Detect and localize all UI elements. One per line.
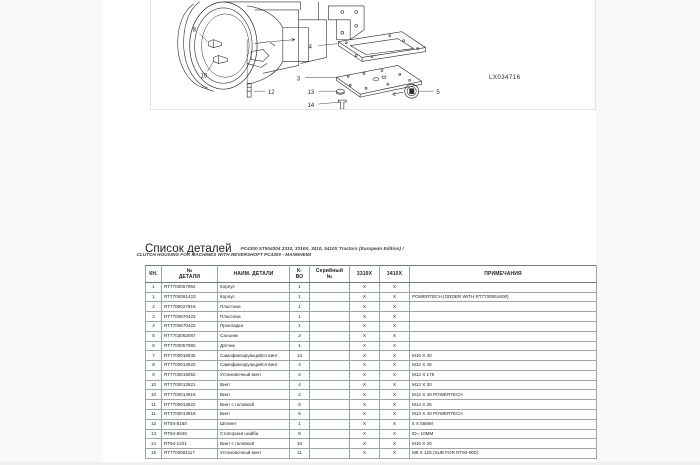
cell-model-3310x: X xyxy=(350,409,380,419)
cell-serial-no xyxy=(310,321,350,331)
cell-part-name: Корпус xyxy=(218,282,290,292)
cell-part-no: RT7700061423 xyxy=(162,292,218,302)
parts-table-header-row xyxy=(146,265,597,282)
cell-part-no: RT7700670422 xyxy=(162,321,218,331)
cell-quantity: 10 xyxy=(290,439,310,449)
cell-item-no: 8 xyxy=(146,361,162,371)
cell-serial-no xyxy=(310,419,350,429)
cell-notes xyxy=(410,321,597,331)
column-header-model-3310x: 3310X xyxy=(350,265,380,282)
cell-notes: M12 X 40 POWERTECH xyxy=(410,390,597,400)
cell-part-name: Корпус xyxy=(218,292,290,302)
cell-notes xyxy=(410,312,597,322)
cell-serial-no xyxy=(310,282,350,292)
cell-model-3410x: X xyxy=(380,429,410,439)
cell-item-no: 12 xyxy=(146,419,162,429)
cell-part-name: Винт с головкой xyxy=(218,439,290,449)
column-header-part-no-line2: ДЕТАЛИ xyxy=(178,273,201,280)
cell-notes: M10 X 20 xyxy=(410,439,597,449)
cell-quantity: 4 xyxy=(290,380,310,390)
cell-item-no: 7 xyxy=(146,351,162,361)
cell-serial-no xyxy=(310,292,350,302)
cell-model-3410x: X xyxy=(380,409,410,419)
cell-serial-no xyxy=(310,331,350,341)
cell-serial-no xyxy=(310,409,350,419)
cell-notes: ID= 10MM xyxy=(410,429,597,439)
cell-part-name: Пластина xyxy=(218,312,290,322)
cell-model-3310x: X xyxy=(350,292,380,302)
cell-part-no: RT7700081117 xyxy=(162,449,218,459)
parts-table xyxy=(145,265,597,459)
cell-part-name: Прокладка xyxy=(218,321,290,331)
table-row[interactable] xyxy=(146,292,597,302)
cell-item-no: 11 xyxy=(146,409,162,419)
cell-model-3310x: X xyxy=(350,419,380,429)
cell-notes: M14 X 40 POWERTECH xyxy=(410,409,597,419)
cell-model-3410x: X xyxy=(380,449,410,459)
cell-part-name: Сальник xyxy=(218,331,290,341)
cell-quantity: 2 xyxy=(290,331,310,341)
cell-serial-no xyxy=(310,361,350,371)
cell-part-name: Винт xyxy=(218,380,290,390)
cell-notes: M12 X 175 xyxy=(410,370,597,380)
cell-model-3410x: X xyxy=(380,321,410,331)
column-header-quantity-line1: К- xyxy=(296,267,303,274)
table-row[interactable] xyxy=(146,400,597,410)
cell-part-no: RT94-8160 xyxy=(162,419,218,429)
cell-notes: M14 X 35 xyxy=(410,400,597,410)
table-row[interactable] xyxy=(146,312,597,322)
column-header-serial-line1: Серийный xyxy=(315,267,344,274)
cell-quantity: 1 xyxy=(290,292,310,302)
cell-model-3310x: X xyxy=(350,449,380,459)
cell-quantity: 8 xyxy=(290,429,310,439)
column-header-item-no: КН. xyxy=(146,265,162,282)
cell-serial-no xyxy=(310,312,350,322)
cell-model-3310x: X xyxy=(350,439,380,449)
cell-notes: POWERTECH (ORDER WITH RT7700061600) xyxy=(410,292,597,302)
cell-part-name: Пластина xyxy=(218,302,290,312)
cell-serial-no xyxy=(310,351,350,361)
cell-model-3410x: X xyxy=(380,341,410,351)
cell-model-3410x: X xyxy=(380,331,410,341)
diagram-callout-13: 13 xyxy=(307,90,315,97)
cell-model-3410x: X xyxy=(380,312,410,322)
diagram-callout-10: 10 xyxy=(200,73,208,80)
cell-serial-no xyxy=(310,439,350,449)
cell-item-no: 3 xyxy=(146,312,162,322)
cell-quantity: 4 xyxy=(290,361,310,371)
parts-diagram-panel xyxy=(150,0,596,110)
page-title: Список деталей xyxy=(145,243,232,255)
parts-table-body xyxy=(146,282,597,458)
parts-list-section xyxy=(136,243,597,459)
cell-quantity: 11 xyxy=(290,449,310,459)
cell-serial-no xyxy=(310,302,350,312)
cell-part-name: Датчик xyxy=(218,341,290,351)
cell-quantity: 1 xyxy=(290,302,310,312)
cell-model-3310x: X xyxy=(350,429,380,439)
table-row[interactable] xyxy=(146,351,597,361)
cell-part-no: RT7700013916 xyxy=(162,390,218,400)
table-row[interactable] xyxy=(146,302,597,312)
cell-model-3310x: X xyxy=(350,312,380,322)
cell-notes xyxy=(410,331,597,341)
cell-serial-no xyxy=(310,370,350,380)
column-header-notes: ПРИМЕЧАНИЯ xyxy=(410,265,597,282)
subtitle-line-1: PC4300 ST504304 2310, 3310X, 3410, 3410X Tractors (European Edition) / xyxy=(240,246,404,251)
cell-model-3310x: X xyxy=(350,400,380,410)
column-header-model-3410x: 3410X xyxy=(380,265,410,282)
cell-model-3410x: X xyxy=(380,302,410,312)
cell-part-name: Установочный винт xyxy=(218,449,290,459)
column-header-part-no xyxy=(162,265,218,282)
cell-part-name: Самофиксирующийся винт xyxy=(218,361,290,371)
drawing-code: LX034716 xyxy=(489,74,521,81)
cell-model-3410x: X xyxy=(380,380,410,390)
cell-notes: M8 X 125 (SUB FOR RT94-900) xyxy=(410,449,597,459)
diagram-callout-5: 5 xyxy=(436,90,440,97)
cell-part-name: Винт xyxy=(218,409,290,419)
cell-notes xyxy=(410,302,597,312)
table-row[interactable] xyxy=(146,282,597,292)
cell-serial-no xyxy=(310,429,350,439)
cell-item-no: 2 xyxy=(146,302,162,312)
table-row[interactable] xyxy=(146,380,597,390)
cell-quantity: 6 xyxy=(290,409,310,419)
cell-quantity: 1 xyxy=(290,419,310,429)
cell-part-no: RT7700013922 xyxy=(162,400,218,410)
cell-part-no: RT7700027918 xyxy=(162,302,218,312)
parts-table-header xyxy=(146,265,597,282)
cell-item-no: 6 xyxy=(146,341,162,351)
cell-part-name: Винт с головкой xyxy=(218,400,290,410)
clutch-housing-exploded-view-icon xyxy=(151,0,595,109)
cell-serial-no xyxy=(310,449,350,459)
cell-notes: M12 X 45 xyxy=(410,361,597,371)
cell-quantity: 2 xyxy=(290,370,310,380)
cell-quantity: 14 xyxy=(290,351,310,361)
cell-part-no: RT7700013920 xyxy=(162,361,218,371)
cell-notes xyxy=(410,282,597,292)
cell-serial-no xyxy=(310,341,350,351)
table-row[interactable] xyxy=(146,449,597,459)
cell-quantity: 1 xyxy=(290,312,310,322)
cell-item-no: 9 xyxy=(146,370,162,380)
cell-serial-no xyxy=(310,400,350,410)
cell-model-3410x: X xyxy=(380,351,410,361)
cell-part-no: RT7700057962 xyxy=(162,282,218,292)
cell-notes: M12 X 30 xyxy=(410,380,597,390)
table-row[interactable] xyxy=(146,370,597,380)
cell-item-no: 1 xyxy=(146,282,162,292)
cell-item-no: 10 xyxy=(146,380,162,390)
cell-part-no: RT7700013918 xyxy=(162,409,218,419)
cell-notes: 5 X 55MM xyxy=(410,419,597,429)
cell-part-no: RT94-6040 xyxy=(162,429,218,439)
cell-model-3310x: X xyxy=(350,331,380,341)
table-row[interactable] xyxy=(146,439,597,449)
cell-part-no: RT94-1221 xyxy=(162,439,218,449)
cell-model-3410x: X xyxy=(380,282,410,292)
table-row[interactable] xyxy=(146,361,597,371)
cell-model-3310x: X xyxy=(350,321,380,331)
column-header-quantity-line2: ВО xyxy=(295,273,304,280)
cell-item-no: 13 xyxy=(146,429,162,439)
column-header-quantity xyxy=(290,265,310,282)
cell-quantity: 4 xyxy=(290,390,310,400)
column-header-part-name: НАИМ. ДЕТАЛИ xyxy=(218,265,290,282)
cell-part-no: RT7700057960 xyxy=(162,341,218,351)
cell-part-no: RT7700670423 xyxy=(162,312,218,322)
cell-quantity: 1 xyxy=(290,341,310,351)
column-header-serial-no xyxy=(310,265,350,282)
cell-model-3310x: X xyxy=(350,351,380,361)
cell-quantity: 1 xyxy=(290,321,310,331)
cell-part-name: Шплинт xyxy=(218,419,290,429)
cell-part-name: Самофиксирующийся винт xyxy=(218,351,290,361)
cell-item-no: 5 xyxy=(146,331,162,341)
cell-model-3310x: X xyxy=(350,380,380,390)
cell-item-no: 1 xyxy=(146,292,162,302)
cell-model-3410x: X xyxy=(380,361,410,371)
cell-item-no: 10 xyxy=(146,390,162,400)
column-header-serial-line2: № xyxy=(326,273,333,280)
cell-item-no: 15 xyxy=(146,449,162,459)
cell-model-3310x: X xyxy=(350,302,380,312)
diagram-callout-3: 3 xyxy=(296,76,301,83)
table-row[interactable] xyxy=(146,409,597,419)
cell-quantity: 1 xyxy=(290,282,310,292)
table-row[interactable] xyxy=(146,419,597,429)
cell-part-no: RT7700016935 xyxy=(162,351,218,361)
cell-part-name: Винт xyxy=(218,390,290,400)
column-header-part-no-line1: № xyxy=(186,267,193,274)
cell-notes xyxy=(410,341,597,351)
cell-model-3310x: X xyxy=(350,341,380,351)
subtitle-line-2: CLUTCH HOUSING FOR MACHINES WITH REVERSHOFT PC4300 - MANNHEIM xyxy=(136,252,311,258)
diagram-callout-8: 8 xyxy=(192,27,196,34)
cell-model-3410x: X xyxy=(380,400,410,410)
table-row[interactable] xyxy=(146,429,597,439)
cell-model-3410x: X xyxy=(380,370,410,380)
parts-list-heading xyxy=(136,243,597,259)
diagram-callout-14: 14 xyxy=(307,103,315,109)
table-row[interactable] xyxy=(146,390,597,400)
cell-model-3410x: X xyxy=(380,292,410,302)
cell-item-no: 11 xyxy=(146,400,162,410)
cell-part-name: Установочный винт xyxy=(218,370,290,380)
cell-model-3310x: X xyxy=(350,361,380,371)
diagram-callout-12: 12 xyxy=(267,90,275,97)
cell-model-3410x: X xyxy=(380,439,410,449)
cell-quantity: 6 xyxy=(290,400,310,410)
cell-model-3310x: X xyxy=(350,390,380,400)
cell-serial-no xyxy=(310,390,350,400)
table-row[interactable] xyxy=(146,331,597,341)
cell-part-name: Стопорная шайба xyxy=(218,429,290,439)
cell-part-no: RT7703062067 xyxy=(162,331,218,341)
cell-model-3410x: X xyxy=(380,390,410,400)
cell-part-no: RT7700019052 xyxy=(162,370,218,380)
cell-model-3310x: X xyxy=(350,370,380,380)
cell-serial-no xyxy=(310,380,350,390)
cell-item-no: 14 xyxy=(146,439,162,449)
diagram-callout-4: 4 xyxy=(308,44,312,51)
cell-part-no: RT7700013921 xyxy=(162,380,218,390)
scanned-page-sheet xyxy=(102,0,596,465)
cell-model-3410x: X xyxy=(380,419,410,429)
table-row[interactable] xyxy=(146,341,597,351)
cell-item-no: 4 xyxy=(146,321,162,331)
cell-notes: M10 X 40 xyxy=(410,351,597,361)
cell-model-3310x: X xyxy=(350,282,380,292)
table-row[interactable] xyxy=(146,321,597,331)
